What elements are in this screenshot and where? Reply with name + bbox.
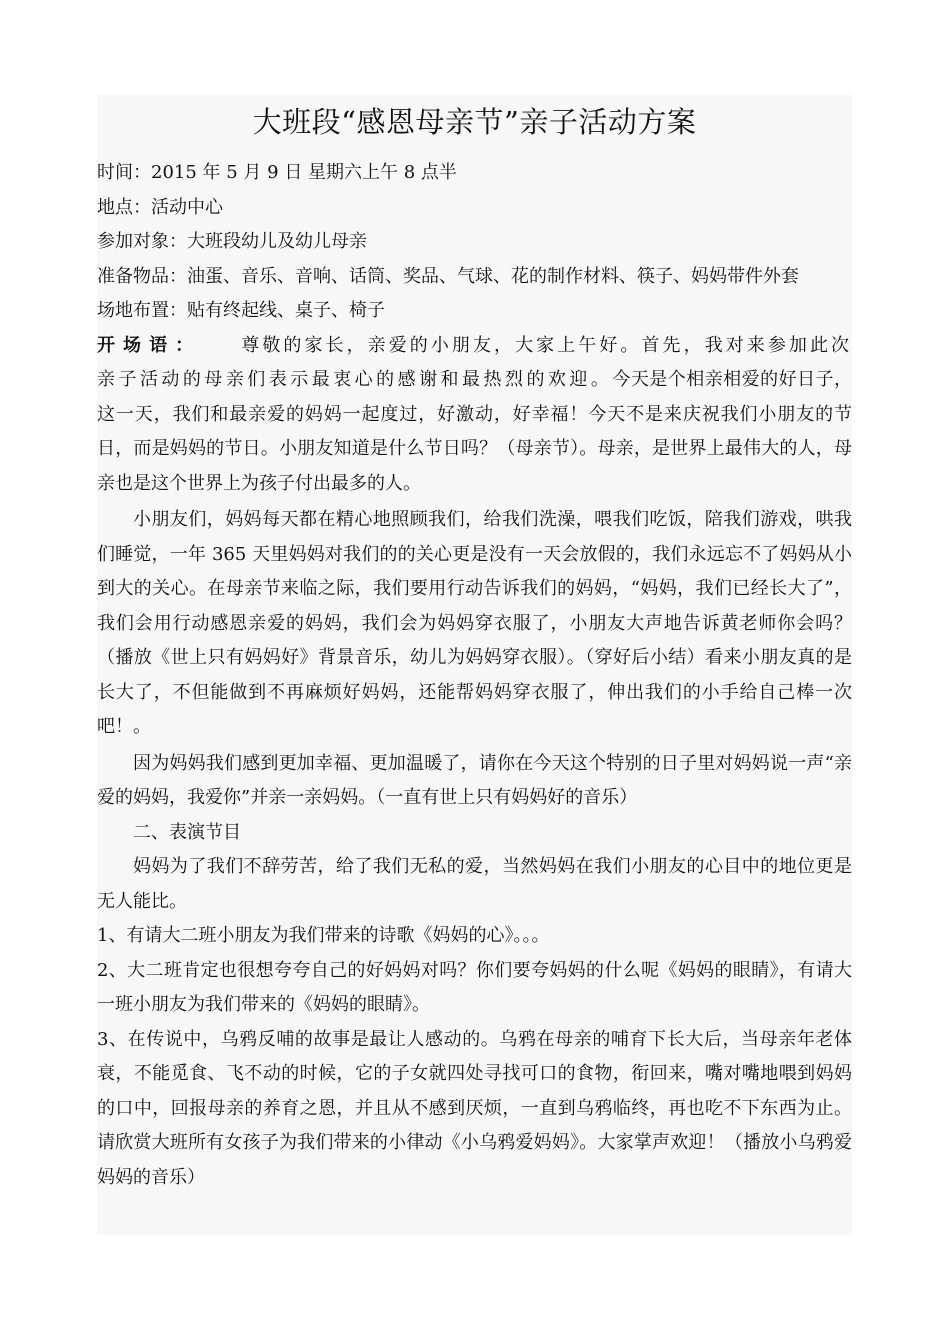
info-layout: 场地布置：贴有终起线、桌子、椅子: [97, 300, 385, 321]
opening-lead: 尊敬的家长，亲爱的小朋友，大家上午好。首先，我对来参加此次亲子活动的母亲们表示最衷心的感谢和最热烈的欢迎。: [97, 334, 853, 390]
paragraph-love: 因为妈妈我们感到更加幸福、更加温暖了，请你在今天这个特别的日子里对妈妈说一声“亲爱的妈妈，我爱你”并亲一亲妈妈。（一直有世上只有妈妈好的音乐）: [97, 752, 852, 808]
opening-rest: 今天是个相亲相爱的好日子，这一天，我们和最亲爱的妈妈一起度过，好激动，好幸福！今天不是来庆祝我们小朋友的节日，而是妈妈的节日。小朋友知道是什么节日吗？（母亲节）。母亲，是世界上最伟大的人，母亲也是这个世界上为孩子付出最多的人。: [97, 369, 853, 494]
document-title: 大班段“感恩母亲节”亲子活动方案: [252, 105, 697, 139]
program-item-3: 3、在传说中，乌鸦反哺的故事是最让人感动的。乌鸦在母亲的哺育下长大后，当母亲年老体衰，不能觅食、飞不动的时候，它的子女就四处寻找可口的食物，衔回来，嘴对嘴地喂到妈妈的口中，回报母亲的养育之恩，并且从不感到厌烦，一直到乌鸦临终，再也吃不下东西为止。请欣赏大班所有女孩子为我们带来的小律动《小乌鸦爱妈妈》。大家掌声欢迎！（播放小乌鸦爱妈妈的音乐）: [97, 1028, 852, 1188]
paragraph-mother-status: 妈妈为了我们不辞劳苦，给了我们无私的爱，当然妈妈在我们小朋友的心目中的地位更是无人能比。: [97, 856, 852, 912]
info-place: 地点：活动中心: [97, 196, 223, 218]
program-item-2: 2、大二班肯定也很想夸夸自己的好妈妈对吗？你们要夸妈妈的什么呢《妈妈的眼睛》，有请大一班小朋友为我们带来的《妈妈的眼睛》。: [97, 959, 852, 1015]
opening-label: 开场语：: [97, 334, 202, 356]
info-time: 时间：2015 年 5 月 9 日 星期六上午 8 点半: [97, 162, 457, 183]
info-materials: 准备物品：油蛋、音乐、音响、话筒、奖品、气球、花的制作材料、筷子、妈妈带件外套: [97, 265, 799, 287]
opening-paragraph: [97, 329, 852, 502]
paragraph-care: 小朋友们，妈妈每天都在精心地照顾我们，给我们洗澡，喂我们吃饭，陪我们游戏，哄我们睡觉，一年 365 天里妈妈对我们的的关心更是没有一天会放假的，我们永远忘不了妈妈从小到大的关心。在母亲节来临之际，我们要用行动告诉我们的妈妈，“妈妈，我们已经长大了”，我们会用行动感恩亲爱的妈妈，我们会为妈妈穿衣服了，小朋友大声地告诉黄老师你会吗？（播放《世上只有妈妈好》背景音乐，幼儿为妈妈穿衣服）。（穿好后小结）看来小朋友真的是长大了，不但能做到不再麻烦好妈妈，还能帮妈妈穿衣服了，伸出我们的小手给自己棒一次吧！。: [97, 509, 852, 737]
program-item-1: 1、有请大二班小朋友为我们带来的诗歌《妈妈的心》。。。: [97, 925, 550, 946]
section-heading-performance: 二、表演节目: [133, 821, 241, 843]
info-participants: 参加对象：大班段幼儿及幼儿母亲: [97, 231, 367, 252]
document-body: [97, 156, 852, 1195]
